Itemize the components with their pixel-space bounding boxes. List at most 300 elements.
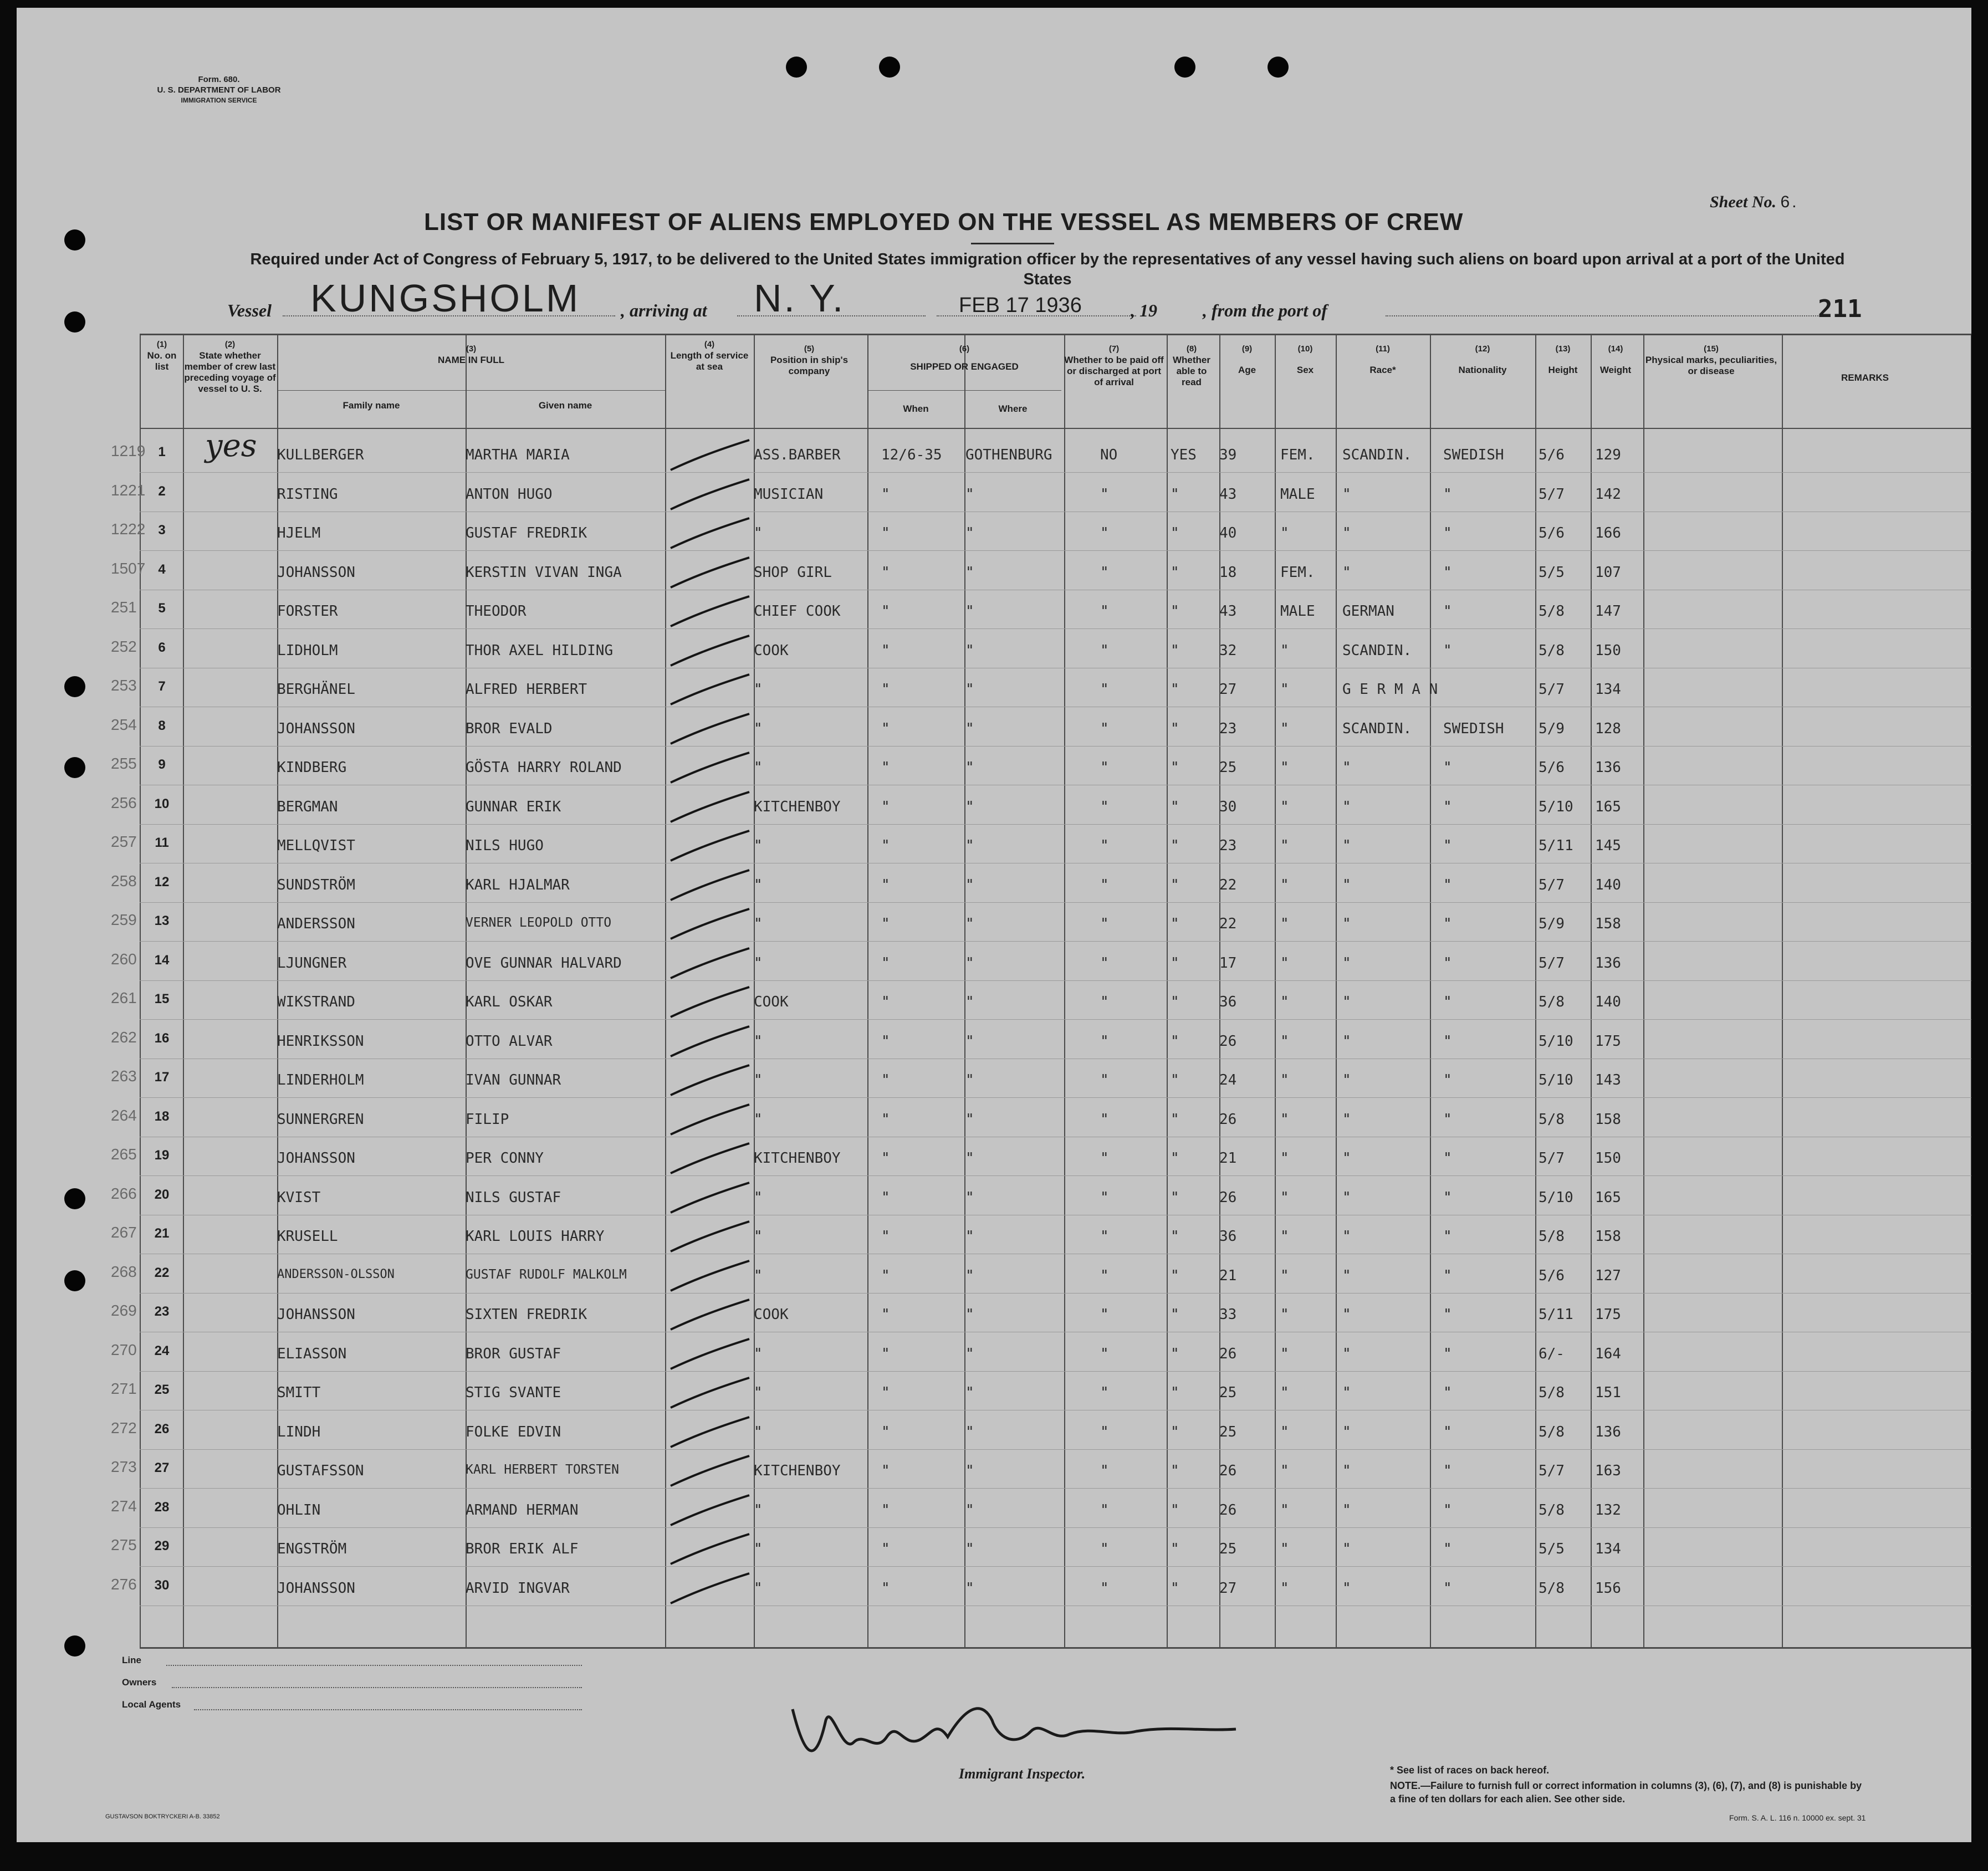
age-cell: 26	[1219, 1189, 1237, 1206]
row-number: 19	[154, 1148, 170, 1163]
margin-number: 265	[111, 1146, 137, 1163]
shipped-where-cell: "	[965, 681, 974, 698]
position-cell: "	[754, 1189, 763, 1206]
year-label: , 19	[1131, 300, 1157, 320]
service-tick-mark	[666, 789, 755, 827]
nationality-cell: "	[1443, 1579, 1452, 1597]
margin-number: 272	[111, 1419, 137, 1437]
race-cell: "	[1342, 1541, 1351, 1557]
shipped-where-cell: "	[965, 954, 974, 972]
sex-cell: "	[1280, 1501, 1289, 1519]
able-to-read-cell: "	[1171, 1541, 1179, 1557]
nationality-cell: "	[1443, 837, 1452, 854]
margin-number: 274	[111, 1497, 137, 1515]
family-name-cell: SUNDSTRÖM	[277, 876, 355, 893]
race-cell: "	[1342, 1032, 1351, 1050]
given-name-cell: ARMAND HERMAN	[466, 1501, 579, 1519]
arriving-port: N. Y.	[754, 277, 846, 320]
given-name-cell: KARL LOUIS HARRY	[466, 1228, 605, 1245]
form-number: Form. 680.	[198, 75, 240, 84]
family-name-cell: KINDBERG	[277, 759, 347, 776]
service-tick-mark	[666, 1570, 755, 1609]
nationality-cell: "	[1443, 759, 1452, 776]
nationality-cell: "	[1443, 1032, 1452, 1050]
shipped-where-cell: "	[965, 564, 974, 581]
sex-cell: "	[1280, 1541, 1289, 1557]
height-cell: 5/10	[1539, 1032, 1573, 1050]
service-tick-mark	[666, 827, 755, 866]
family-name-cell: WIKSTRAND	[277, 994, 355, 1010]
row-number: 11	[155, 835, 169, 850]
age-cell: 33	[1219, 1306, 1237, 1323]
able-to-read-cell: "	[1171, 603, 1179, 620]
row-rule	[140, 1293, 1971, 1294]
sex-cell: "	[1280, 916, 1289, 932]
row-rule	[140, 1527, 1971, 1528]
nationality-cell: "	[1443, 1541, 1452, 1557]
family-name-cell: LINDH	[277, 1423, 321, 1440]
row-number: 10	[154, 796, 170, 811]
margin-number: 276	[111, 1575, 137, 1593]
service-tick-mark	[666, 593, 755, 632]
col-header-family-name: Family name	[343, 400, 400, 411]
margin-number: 267	[111, 1224, 137, 1241]
position-cell: KITCHENBOY	[754, 798, 841, 815]
paid-off-cell: "	[1100, 1306, 1109, 1323]
shipped-where-cell: "	[965, 1228, 974, 1245]
col-header-read: (8) Whether able to read	[1173, 344, 1210, 387]
nationality-cell: "	[1443, 1228, 1452, 1245]
sex-cell: "	[1280, 642, 1289, 659]
position-cell: "	[754, 1541, 763, 1557]
row-number: 27	[154, 1460, 170, 1475]
service-tick-mark	[666, 867, 755, 906]
weight-cell: 158	[1595, 1111, 1621, 1128]
shipped-where-cell: "	[965, 1423, 974, 1440]
height-cell: 5/7	[1539, 1463, 1565, 1479]
service-tick-mark	[666, 984, 755, 1023]
age-cell: 32	[1219, 642, 1237, 659]
shipped-when-cell: "	[881, 837, 890, 854]
column-line	[1167, 335, 1168, 1648]
weight-cell: 145	[1595, 837, 1621, 854]
row-number: 7	[158, 679, 166, 694]
document-subtitle: Required under Act of Congress of February 5, 1917, to be delivered to the United States immigration officer by the representatives of any vessel having such aliens on board upon arrival at a port of the United States	[250, 251, 1845, 288]
shipped-when-cell: "	[881, 1463, 890, 1479]
nationality-cell: "	[1443, 916, 1452, 932]
column-line	[1591, 335, 1592, 1648]
column-line	[1535, 335, 1536, 1648]
margin-number: 257	[111, 833, 137, 850]
shipped-when-cell: "	[881, 1579, 890, 1597]
margin-number: 273	[111, 1458, 137, 1475]
margin-number: 253	[111, 677, 137, 694]
shipped-when-cell: 12/6-35	[881, 447, 942, 463]
race-cell: "	[1342, 1579, 1351, 1597]
service-tick-mark	[666, 710, 755, 749]
race-cell: "	[1342, 1228, 1351, 1245]
age-cell: 36	[1219, 994, 1237, 1010]
position-cell: KITCHENBOY	[754, 1463, 841, 1479]
row-number: 18	[154, 1108, 170, 1124]
header-bottom-border	[140, 428, 1971, 429]
shipped-when-cell: "	[881, 525, 890, 541]
position-cell: "	[754, 1032, 763, 1050]
given-name-cell: NILS GUSTAF	[466, 1189, 561, 1206]
nationality-cell: "	[1443, 1267, 1452, 1284]
service-tick-mark	[666, 476, 755, 515]
row-number: 29	[154, 1538, 170, 1553]
paid-off-cell: "	[1100, 1267, 1109, 1284]
sex-cell: "	[1280, 1072, 1289, 1088]
shipped-when-cell: "	[881, 1267, 890, 1284]
position-cell: COOK	[754, 642, 789, 659]
position-cell: COOK	[754, 994, 789, 1010]
height-cell: 5/7	[1539, 1150, 1565, 1167]
weight-cell: 158	[1595, 1228, 1621, 1245]
given-name-cell: KERSTIN VIVAN INGA	[466, 564, 622, 581]
table-top-border	[140, 334, 1971, 335]
sex-cell: "	[1280, 876, 1289, 893]
sex-cell: "	[1280, 1423, 1289, 1440]
family-name-cell: FORSTER	[277, 603, 338, 620]
able-to-read-cell: "	[1171, 1463, 1179, 1479]
position-cell: "	[754, 1501, 763, 1519]
shipped-when-cell: "	[881, 954, 890, 972]
service-tick-mark	[666, 1101, 755, 1140]
given-name-cell: OVE GUNNAR HALVARD	[466, 954, 622, 972]
given-name-cell: ARVID INGVAR	[466, 1579, 570, 1597]
able-to-read-cell: YES	[1171, 447, 1197, 463]
race-cell: "	[1342, 1306, 1351, 1323]
shipped-when-cell: "	[881, 1541, 890, 1557]
shipped-when-cell: "	[881, 564, 890, 581]
race-cell: "	[1342, 798, 1351, 815]
age-cell: 27	[1219, 681, 1237, 698]
shipped-when-cell: "	[881, 1345, 890, 1362]
row-rule	[140, 1488, 1971, 1489]
service-tick-mark	[666, 945, 755, 984]
family-name-cell: BERGHÄNEL	[277, 681, 355, 698]
margin-number: 266	[111, 1184, 137, 1202]
row-number: 9	[158, 757, 166, 772]
age-cell: 30	[1219, 798, 1237, 815]
age-cell: 17	[1219, 954, 1237, 972]
col-header-nationality: (12) Nationality	[1458, 344, 1507, 375]
margin-number: 270	[111, 1341, 137, 1358]
able-to-read-cell: "	[1171, 564, 1179, 581]
shipped-where-cell: "	[965, 720, 974, 737]
position-cell: "	[754, 759, 763, 776]
age-cell: 39	[1219, 447, 1237, 463]
sex-cell: "	[1280, 1579, 1289, 1597]
shipped-where-cell: "	[965, 603, 974, 620]
row-number: 5	[158, 601, 166, 616]
given-name-cell: THOR AXEL HILDING	[466, 642, 614, 659]
race-cell: SCANDIN.	[1342, 720, 1412, 737]
age-cell: 22	[1219, 876, 1237, 893]
weight-cell: 165	[1595, 1189, 1621, 1206]
shipped-when-cell: "	[881, 720, 890, 737]
able-to-read-cell: "	[1171, 798, 1179, 815]
shipped-where-cell: "	[965, 1345, 974, 1362]
weight-cell: 132	[1595, 1501, 1621, 1519]
age-cell: 36	[1219, 1228, 1237, 1245]
shipped-when-cell: "	[881, 994, 890, 1010]
row-rule	[140, 1371, 1971, 1372]
shipped-when-cell: "	[881, 1189, 890, 1206]
position-cell: "	[754, 1579, 763, 1597]
race-cell: "	[1342, 1111, 1351, 1128]
given-name-cell: KARL HJALMAR	[466, 876, 570, 893]
height-cell: 5/6	[1539, 447, 1565, 463]
form-service: IMMIGRATION SERVICE	[181, 96, 257, 104]
family-name-cell: HENRIKSSON	[277, 1032, 364, 1050]
family-name-cell: LIDHOLM	[277, 642, 338, 659]
row-number: 16	[154, 1030, 170, 1046]
age-cell: 25	[1219, 1541, 1237, 1557]
race-cell: SCANDIN.	[1342, 642, 1412, 659]
shipped-when-cell: "	[881, 1032, 890, 1050]
sex-cell: "	[1280, 798, 1289, 815]
paid-off-cell: "	[1100, 1228, 1109, 1245]
weight-cell: 134	[1595, 681, 1621, 698]
weight-cell: 127	[1595, 1267, 1621, 1284]
weight-cell: 165	[1595, 798, 1621, 815]
able-to-read-cell: "	[1171, 1345, 1179, 1362]
row-number: 21	[154, 1226, 170, 1241]
nationality-cell: "	[1443, 564, 1452, 581]
nationality-cell: "	[1443, 485, 1452, 503]
position-cell: "	[754, 525, 763, 541]
row-number: 2	[158, 483, 166, 499]
given-name-cell: ANTON HUGO	[466, 485, 553, 503]
shipped-where-cell: "	[965, 994, 974, 1010]
paid-off-cell: "	[1100, 720, 1109, 737]
age-cell: 26	[1219, 1345, 1237, 1362]
sex-cell: "	[1280, 954, 1289, 972]
paid-off-cell: "	[1100, 603, 1109, 620]
able-to-read-cell: "	[1171, 1150, 1179, 1167]
nationality-cell: SWEDISH	[1443, 720, 1504, 737]
able-to-read-cell: "	[1171, 681, 1179, 698]
paid-off-cell: "	[1100, 1032, 1109, 1050]
position-cell: ASS.BARBER	[754, 447, 841, 463]
family-name-cell: KVIST	[277, 1189, 321, 1206]
col-header-physical-marks: (15) Physical marks, peculiarities, or disease	[1645, 344, 1777, 376]
service-tick-mark	[666, 671, 755, 710]
shipped-where-cell: "	[965, 876, 974, 893]
position-cell: "	[754, 1384, 763, 1401]
service-tick-mark	[666, 437, 755, 476]
shipped-when-cell: "	[881, 798, 890, 815]
sex-cell: "	[1280, 1228, 1289, 1245]
vessel-name: KUNGSHOLM	[310, 277, 581, 320]
service-tick-mark	[666, 1492, 755, 1531]
row-rule	[140, 1097, 1971, 1098]
given-name-cell: GUNNAR ERIK	[466, 798, 561, 815]
row-number: 1	[158, 444, 166, 459]
nationality-cell: "	[1443, 1189, 1452, 1206]
col-header-race: (11) Race*	[1369, 344, 1396, 375]
col-header-sex: (10) Sex	[1296, 344, 1314, 375]
race-cell: "	[1342, 759, 1351, 776]
margin-number: 1222	[111, 520, 146, 538]
nationality-cell: "	[1443, 798, 1452, 815]
height-cell: 5/7	[1539, 954, 1565, 972]
height-cell: 5/5	[1539, 564, 1565, 581]
column-line	[1336, 335, 1337, 1648]
age-cell: 26	[1219, 1111, 1237, 1128]
nationality-cell: "	[1443, 1072, 1452, 1088]
nationality-cell: SWEDISH	[1443, 447, 1504, 463]
given-name-cell: IVAN GUNNAR	[466, 1072, 561, 1088]
arriving-label: , arriving at	[621, 300, 707, 320]
nationality-cell: "	[1443, 1463, 1452, 1479]
height-cell: 5/7	[1539, 681, 1565, 698]
paid-off-cell: "	[1100, 1384, 1109, 1401]
row-number: 14	[154, 952, 170, 968]
service-tick-mark	[666, 749, 755, 788]
shipped-where-cell: "	[965, 916, 974, 932]
given-name-cell: VERNER LEOPOLD OTTO	[466, 916, 612, 930]
height-cell: 5/8	[1539, 1423, 1565, 1440]
height-cell: 5/9	[1539, 916, 1565, 932]
able-to-read-cell: "	[1171, 525, 1179, 541]
race-cell: "	[1342, 1384, 1351, 1401]
row-number: 4	[158, 561, 166, 577]
shipped-where-cell: "	[965, 1267, 974, 1284]
position-cell: COOK	[754, 1306, 789, 1323]
height-cell: 5/8	[1539, 994, 1565, 1010]
margin-number: 1221	[111, 481, 146, 499]
nationality-cell: "	[1443, 1150, 1452, 1167]
given-name-cell: NILS HUGO	[466, 837, 544, 854]
shipped-where-cell: "	[965, 1032, 974, 1050]
margin-number: 261	[111, 989, 137, 1006]
sheet-value: 6.	[1780, 193, 1799, 211]
paid-off-cell: "	[1100, 1541, 1109, 1557]
weight-cell: 175	[1595, 1306, 1621, 1323]
paid-off-cell: "	[1100, 1423, 1109, 1440]
printer-mark: GUSTAVSON BOKTRYCKERI A-B. 33852	[105, 1813, 220, 1820]
paid-off-cell: "	[1100, 1463, 1109, 1479]
shipped-when-cell: "	[881, 1306, 890, 1323]
position-cell: "	[754, 876, 763, 893]
shipped-where-cell: "	[965, 837, 974, 854]
nationality-cell: "	[1443, 954, 1452, 972]
service-tick-mark	[666, 1140, 755, 1179]
able-to-read-cell: "	[1171, 1189, 1179, 1206]
paid-off-cell: "	[1100, 485, 1109, 503]
shipped-when-cell: "	[881, 1111, 890, 1128]
nationality-cell: "	[1443, 1384, 1452, 1401]
given-name-cell: OTTO ALVAR	[466, 1032, 553, 1050]
paid-off-cell: "	[1100, 837, 1109, 854]
weight-cell: 142	[1595, 485, 1621, 503]
shipped-when-cell: "	[881, 681, 890, 698]
weight-cell: 136	[1595, 954, 1621, 972]
family-name-cell: LJUNGNER	[277, 954, 347, 972]
race-cell: "	[1342, 1150, 1351, 1167]
weight-cell: 128	[1595, 720, 1621, 737]
margin-number: 262	[111, 1028, 137, 1046]
shipped-where-cell: "	[965, 1072, 974, 1088]
given-name-cell: FILIP	[466, 1111, 509, 1128]
family-name-cell: ELIASSON	[277, 1345, 347, 1362]
race-cell: "	[1342, 564, 1351, 581]
given-name-cell: ALFRED HERBERT	[466, 681, 587, 698]
margin-number: 259	[111, 911, 137, 928]
name-subheader-rule	[277, 390, 665, 391]
col-header-when: When	[903, 403, 929, 414]
position-cell: "	[754, 1111, 763, 1128]
able-to-read-cell: "	[1171, 1228, 1179, 1245]
margin-number: 256	[111, 794, 137, 811]
able-to-read-cell: "	[1171, 1501, 1179, 1519]
height-cell: 5/6	[1539, 759, 1565, 776]
col-header-name: (3) NAME IN FULL	[438, 344, 504, 365]
age-cell: 21	[1219, 1150, 1237, 1167]
nationality-cell: "	[1443, 525, 1452, 541]
paid-off-cell: "	[1100, 1111, 1109, 1128]
able-to-read-cell: "	[1171, 720, 1179, 737]
family-name-cell: ANDERSSON-OLSSON	[277, 1267, 395, 1281]
row-rule	[140, 980, 1971, 981]
sex-cell: "	[1280, 759, 1289, 776]
shipped-where-cell: "	[965, 525, 974, 541]
shipped-where-cell: "	[965, 798, 974, 815]
nationality-cell: "	[1443, 1111, 1452, 1128]
given-name-cell: GÖSTA HARRY ROLAND	[466, 759, 622, 776]
shipped-where-cell: "	[965, 642, 974, 659]
paid-off-cell: "	[1100, 642, 1109, 659]
race-cell: "	[1342, 837, 1351, 854]
margin-number: 275	[111, 1536, 137, 1553]
shipped-when-cell: "	[881, 1072, 890, 1088]
col-header-given-name: Given name	[538, 400, 592, 411]
given-name-cell: KARL OSKAR	[466, 994, 553, 1010]
sex-cell: MALE	[1280, 603, 1315, 620]
paid-off-cell: "	[1100, 954, 1109, 972]
nationality-cell: "	[1443, 1423, 1452, 1440]
paid-off-cell: "	[1100, 1072, 1109, 1088]
weight-cell: 129	[1595, 447, 1621, 463]
col-header-prev-voyage: (2) State whether member of crew last preceding voyage of vessel to U. S.	[184, 340, 276, 394]
sex-cell: "	[1280, 837, 1289, 854]
nationality-cell: "	[1443, 876, 1452, 893]
paid-off-cell: "	[1100, 564, 1109, 581]
margin-number: 1507	[111, 559, 146, 577]
age-cell: 23	[1219, 837, 1237, 854]
shipped-when-cell: "	[881, 759, 890, 776]
sex-cell: FEM.	[1280, 564, 1315, 581]
service-tick-mark	[666, 1414, 755, 1453]
weight-cell: 140	[1595, 994, 1621, 1010]
inspector-label: Immigrant Inspector.	[959, 1766, 1086, 1782]
sex-cell: "	[1280, 994, 1289, 1010]
paid-off-cell: "	[1100, 1501, 1109, 1519]
sex-cell: "	[1280, 1111, 1289, 1128]
service-tick-mark	[666, 1179, 755, 1218]
row-rule	[140, 550, 1971, 551]
weight-cell: 164	[1595, 1345, 1621, 1362]
column-line	[1064, 335, 1065, 1648]
row-rule	[140, 1019, 1971, 1020]
family-name-cell: JOHANSSON	[277, 720, 355, 737]
height-cell: 5/7	[1539, 485, 1565, 503]
sex-cell: "	[1280, 681, 1289, 698]
